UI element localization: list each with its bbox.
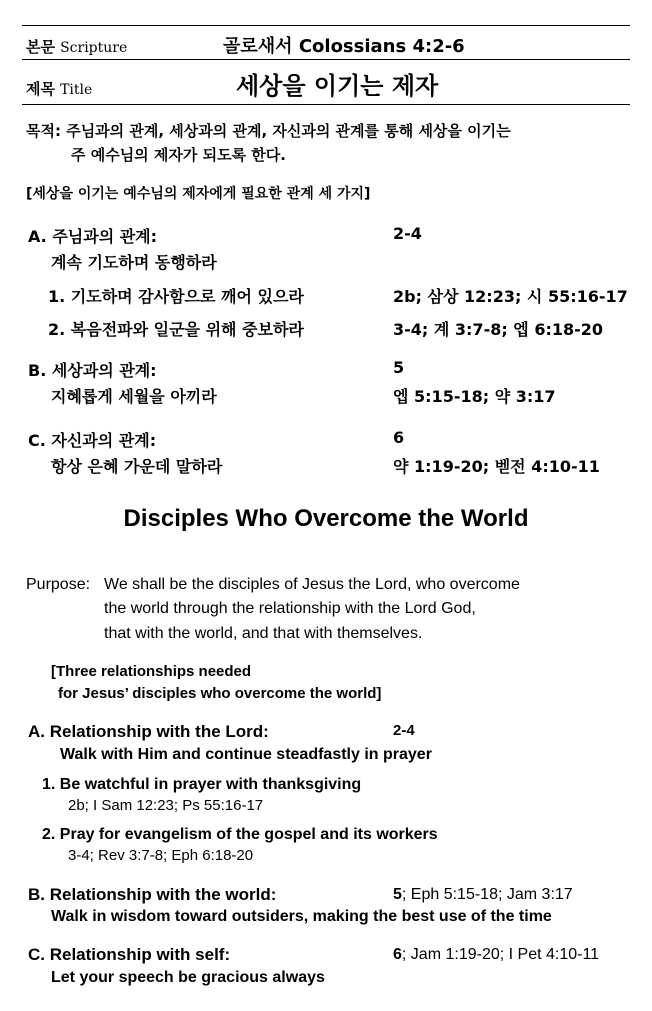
english-title: Disciples Who Overcome the World <box>123 505 529 532</box>
korean-purpose-line-2: 주 예수님의 제자가 되도록 한다. <box>71 146 286 164</box>
english-item-1: 1. Be watchful in prayer with thanksgiving <box>42 776 362 793</box>
english-purpose-line-2: the world through the relationship with the Lord God, <box>104 600 476 617</box>
header-bottom-rule <box>22 104 630 105</box>
korean-section-b-sub-ref: 엡 5:15-18; 약 3:17 <box>393 387 556 406</box>
korean-section-a-heading: A. 주님과의 관계: <box>28 227 158 246</box>
english-section-b-ref-verse: 5 <box>393 886 402 903</box>
scripture-label <box>26 36 127 57</box>
english-bracket-line-2: for Jesus’ disciples who overcome the world] <box>58 685 382 702</box>
english-section-b-heading: B. Relationship with the world: <box>28 885 277 904</box>
scripture-label-en: Scripture <box>60 40 128 56</box>
english-item-2-ref: 3-4; Rev 3:7-8; Eph 6:18-20 <box>68 847 254 864</box>
english-purpose-line-3: that with the world, and that with themselves. <box>104 625 423 642</box>
english-item-2: 2. Pray for evangelism of the gospel and its workers <box>42 826 438 843</box>
english-section-b-sub: Walk in wisdom toward outsiders, making the best use of the time <box>51 908 552 925</box>
korean-section-a-sub: 계속 기도하며 동행하라 <box>51 253 217 272</box>
english-item-1-ref: 2b; I Sam 12:23; Ps 55:16-17 <box>68 797 264 814</box>
english-section-c-ref <box>393 946 599 964</box>
korean-section-b-ref: 5 <box>393 358 405 377</box>
scripture-value: 골로새서 Colossians 4:2-6 <box>223 36 465 57</box>
english-section-a-heading: A. Relationship with the Lord: <box>28 722 269 741</box>
korean-section-c-ref: 6 <box>393 428 405 447</box>
header-top-rule <box>22 25 630 26</box>
header-middle-rule <box>22 59 630 60</box>
scripture-label-kr: 본문 <box>26 38 55 56</box>
english-section-b-ref-rest: ; Eph 5:15-18; Jam 3:17 <box>401 886 573 903</box>
english-section-c-sub: Let your speech be gracious always <box>51 969 325 986</box>
korean-item-2: 2. 복음전파와 일군을 위해 중보하라 <box>48 320 304 339</box>
korean-purpose-line-1: 목적: 주님과의 관계, 세상과의 관계, 자신과의 관계를 통해 세상을 이기는 <box>26 122 511 140</box>
korean-item-2-ref: 3-4; 계 3:7-8; 엡 6:18-20 <box>393 320 604 339</box>
english-section-a-ref: 2-4 <box>393 722 415 739</box>
english-section-a-sub: Walk with Him and continue steadfastly in prayer <box>60 746 432 763</box>
english-purpose-line-1: We shall be the disciples of Jesus the Lord, who overcome <box>104 576 520 593</box>
english-section-c-ref-rest: ; Jam 1:19-20; I Pet 4:10-11 <box>401 946 600 963</box>
title-label-en: Title <box>60 82 93 98</box>
korean-section-b-heading: B. 세상과의 관계: <box>28 361 157 380</box>
korean-section-a-ref: 2-4 <box>393 224 422 243</box>
korean-section-c-sub-ref: 약 1:19-20; 벧전 4:10-11 <box>393 457 600 476</box>
title-label-kr: 제목 <box>26 80 55 98</box>
title-label <box>26 78 92 99</box>
korean-section-c-heading: C. 자신과의 관계: <box>28 431 157 450</box>
korean-item-1: 1. 기도하며 감사함으로 깨어 있으라 <box>48 287 304 306</box>
english-section-b-ref <box>393 886 573 904</box>
english-purpose-label: Purpose: <box>26 576 91 593</box>
english-bracket-line-1: [Three relationships needed <box>51 663 252 680</box>
korean-bracket-heading: [세상을 이기는 예수님의 제자에게 필요한 관계 세 가지] <box>26 186 371 202</box>
korean-section-c-sub: 항상 은혜 가운데 말하라 <box>51 457 223 476</box>
korean-item-1-ref: 2b; 삼상 12:23; 시 55:16-17 <box>393 287 628 306</box>
english-section-c-heading: C. Relationship with self: <box>28 945 231 964</box>
english-section-c-ref-verse: 6 <box>393 946 402 963</box>
page-title-korean: 세상을 이기는 제자 <box>236 72 439 100</box>
korean-section-b-sub: 지혜롭게 세월을 아끼라 <box>51 387 217 406</box>
